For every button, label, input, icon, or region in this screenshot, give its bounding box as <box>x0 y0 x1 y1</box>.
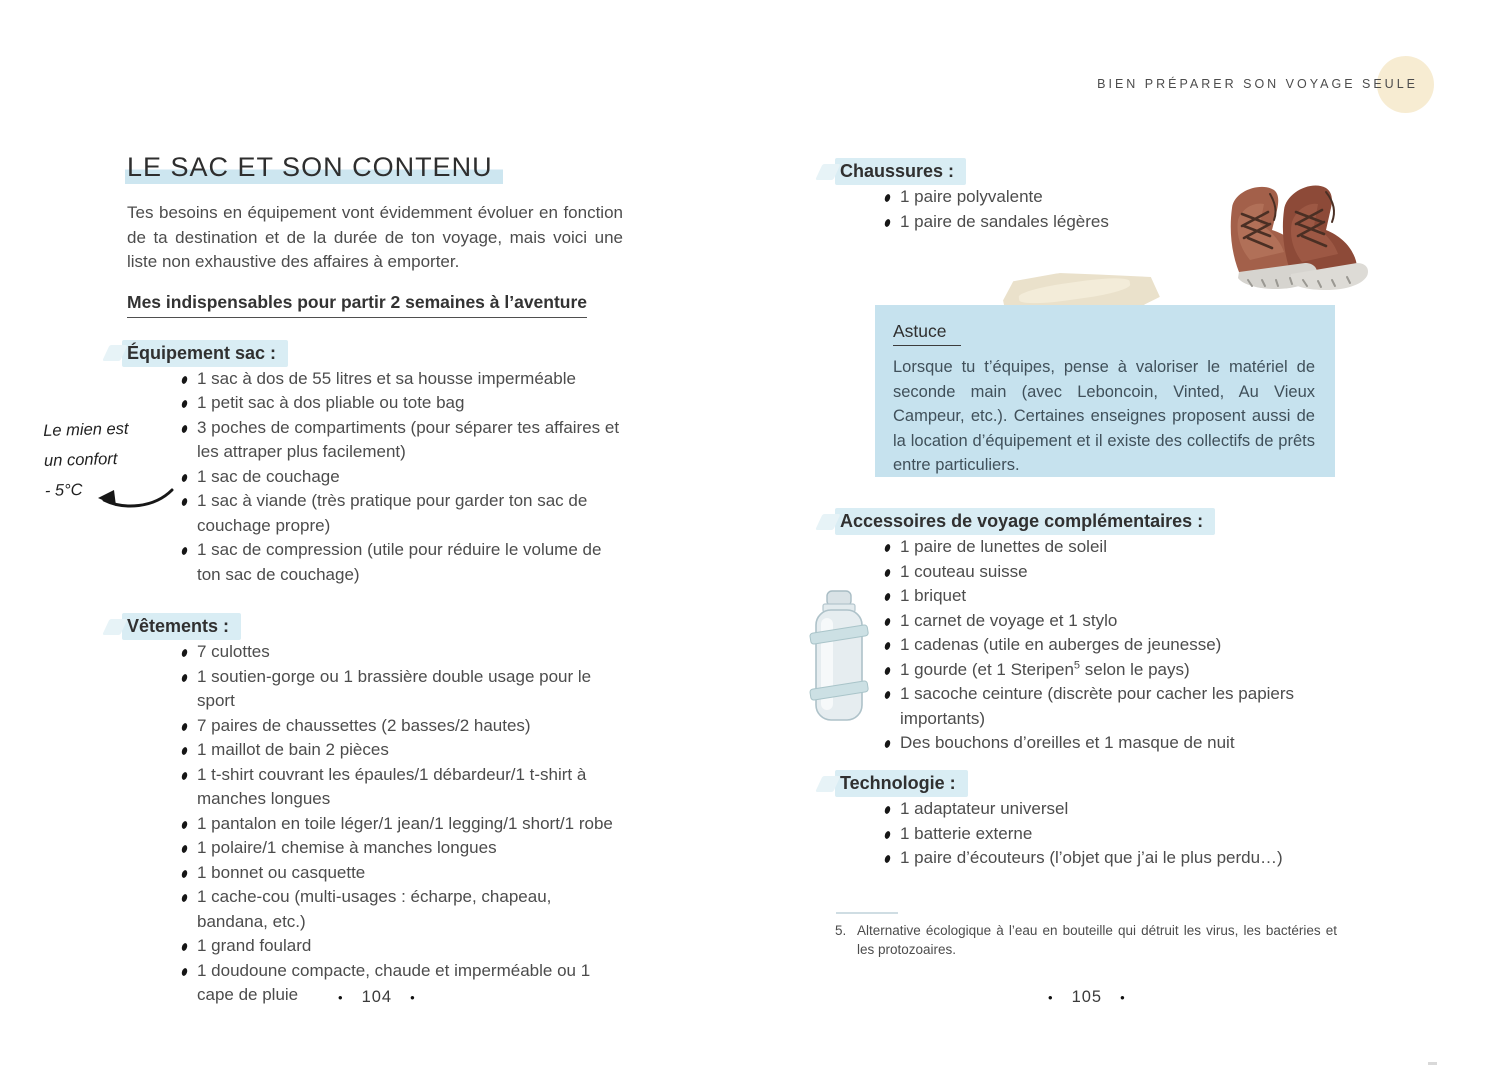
left-page-number <box>338 988 416 1007</box>
water-bottle-illustration <box>808 588 870 724</box>
list-item-text: 1 gourde (et 1 Steripen <box>900 659 1074 679</box>
clothing-heading <box>127 613 623 640</box>
list-item: 1 sac à viande (très pratique pour garder ton sac de couchage propre) <box>127 489 623 538</box>
technology-list <box>840 797 1345 871</box>
tip-box <box>875 305 1335 477</box>
list-item: 1 bonnet ou casquette <box>127 861 623 886</box>
right-page-number <box>1048 988 1126 1007</box>
clothing-list <box>127 640 623 1008</box>
shoes-heading-text: Chaussures : <box>835 158 966 185</box>
clothing-heading-text: Vêtements : <box>122 613 241 640</box>
page-title <box>127 152 623 183</box>
list-item: 1 paire de lunettes de soleil <box>840 535 1345 560</box>
list-item: 1 petit sac à dos pliable ou tote bag <box>127 391 623 416</box>
left-page-column <box>127 152 623 1008</box>
list-item: 1 cache-cou (multi-usages : écharpe, chapeau, bandana, etc.) <box>127 885 623 934</box>
page-title-text: LE SAC ET SON CONTENU <box>125 152 503 184</box>
section-subtitle: Mes indispensables pour partir 2 semaines à l’aventure <box>127 292 587 318</box>
list-item: 1 carnet de voyage et 1 stylo <box>840 609 1345 634</box>
list-item: 1 cadenas (utile en auberges de jeunesse) <box>840 633 1345 658</box>
list-item-text: selon le pays) <box>1080 659 1190 679</box>
technology-section <box>840 770 1345 871</box>
equipment-list <box>127 367 623 588</box>
margin-note-line: Le mien est <box>43 419 129 440</box>
list-item: 1 soutien-gorge ou 1 brassière double usage pour le sport <box>127 665 623 714</box>
list-item: 1 grand foulard <box>127 934 623 959</box>
equipment-heading <box>127 340 623 367</box>
list-item: 1 polaire/1 chemise à manches longues <box>127 836 623 861</box>
page-number-value: 104 <box>361 988 393 1006</box>
list-item: 1 paire de sandales légères <box>840 210 1345 235</box>
list-item: 7 paires de chaussettes (2 basses/2 hautes) <box>127 714 623 739</box>
footer-dot: • <box>1120 990 1126 1005</box>
list-item: 1 paire polyvalente <box>840 185 1345 210</box>
equipment-heading-text: Équipement sac : <box>122 340 288 367</box>
list-item: 1 sac de couchage <box>127 465 623 490</box>
list-item <box>840 658 1345 683</box>
list-item: 1 batterie externe <box>840 822 1345 847</box>
list-item: 3 poches de compartiments (pour séparer tes affaires et les attraper plus facilement) <box>127 416 623 465</box>
footnote-reference: 5 <box>1073 658 1081 671</box>
list-item: 1 paire d’écouteurs (l’objet que j’ai le plus perdu…) <box>840 846 1345 871</box>
hiking-boots-illustration <box>1208 168 1370 296</box>
tip-box-body: Lorsque tu t’équipes, pense à valoriser le matériel de seconde main (avec Leboncoin, Vinted, Au Vieux Campeur, etc.). Certaines enseignes proposent aussi de la location d’équipement et il existe des collectifs de prêts entre particuliers. <box>893 358 1315 474</box>
page-number-value: 105 <box>1071 988 1103 1006</box>
margin-note-line: - 5°C <box>44 480 83 500</box>
running-header: BIEN PRÉPARER SON VOYAGE SEULE <box>1097 77 1418 91</box>
list-item: 1 sacoche ceinture (discrète pour cacher les papiers importants) <box>840 682 1345 731</box>
curved-arrow-icon <box>88 478 178 514</box>
footnote <box>835 921 1337 959</box>
list-item: 1 t-shirt couvrant les épaules/1 débardeur/1 t-shirt à manches longues <box>127 763 623 812</box>
list-item: 1 adaptateur universel <box>840 797 1345 822</box>
list-item: 1 sac de compression (utile pour réduire le volume de ton sac de couchage) <box>127 538 623 587</box>
intro-paragraph: Tes besoins en équipement vont évidemment évoluer en fonction de ta destination et de la durée de ton voyage, mais voici une liste non exhaustive des affaires à emporter. <box>127 203 623 271</box>
corner-mark <box>1428 1062 1437 1065</box>
tip-box-title: Astuce <box>893 321 961 346</box>
accessories-section <box>840 508 1345 756</box>
accessories-list <box>840 535 1345 756</box>
footer-dot: • <box>1048 990 1054 1005</box>
footer-dot: • <box>410 990 416 1005</box>
technology-heading <box>840 770 1345 797</box>
subtitle-wrap <box>127 292 623 318</box>
list-item: Des bouchons d’oreilles et 1 masque de nuit <box>840 731 1345 756</box>
list-item: 1 pantalon en toile léger/1 jean/1 legging/1 short/1 robe <box>127 812 623 837</box>
list-item: 1 maillot de bain 2 pièces <box>127 738 623 763</box>
list-item: 1 sac à dos de 55 litres et sa housse imperméable <box>127 367 623 392</box>
accessories-heading-text: Accessoires de voyage complémentaires : <box>835 508 1215 535</box>
list-item: 1 doudoune compacte, chaude et imperméable ou 1 cape de pluie <box>127 959 623 1008</box>
footnote-divider <box>836 912 898 914</box>
footnote-text: Alternative écologique à l’eau en bouteille qui détruit les virus, les bactéries et les protozoaires. <box>857 923 1337 957</box>
accessories-heading <box>840 508 1345 535</box>
list-item: 1 briquet <box>840 584 1345 609</box>
footer-dot: • <box>338 990 344 1005</box>
list-item: 1 couteau suisse <box>840 560 1345 585</box>
footnote-number: 5. <box>835 923 847 938</box>
margin-note-line: un confort <box>43 450 118 470</box>
list-item: 7 culottes <box>127 640 623 665</box>
technology-heading-text: Technologie : <box>835 770 968 797</box>
